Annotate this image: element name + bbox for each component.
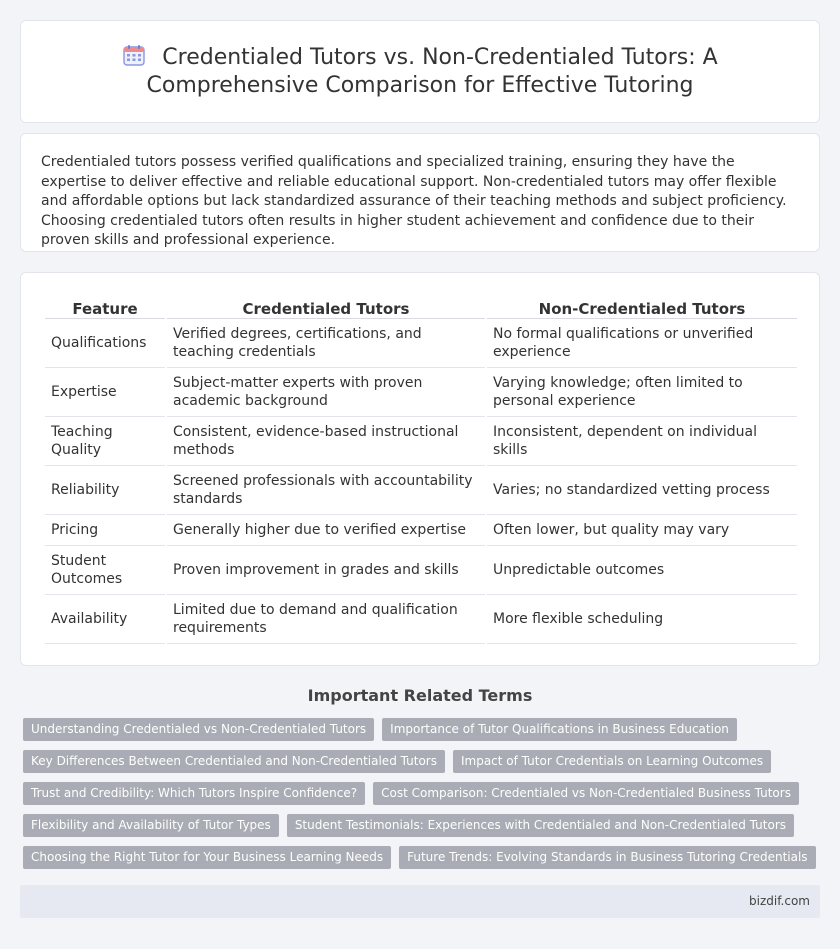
non-credentialed-cell: Varying knowledge; often limited to personal experience [487, 368, 797, 417]
page-title [90, 43, 750, 100]
non-credentialed-cell: Often lower, but quality may vary [487, 515, 797, 546]
non-credentialed-cell: More flexible scheduling [487, 595, 797, 644]
related-tag-link[interactable]: Understanding Credentialed vs Non-Credentialed Tutors [23, 718, 374, 741]
non-credentialed-cell: No formal qualifications or unverified experience [487, 319, 797, 368]
related-tag-link[interactable]: Future Trends: Evolving Standards in Business Tutoring Credentials [399, 846, 815, 869]
feature-cell: Expertise [45, 368, 165, 417]
footer-brand-link[interactable]: bizdif.com [749, 894, 810, 908]
feature-cell: Reliability [45, 466, 165, 515]
table-row [45, 515, 797, 546]
table-row [45, 417, 797, 466]
intro-paragraph: Credentialed tutors possess verified qualifications and specialized training, ensuring they have the expertise to deliver effective and reliable educational support. Non-credentialed tutors may offer flexible and affordable options but lack standardized assurance of their teaching methods and subject proficiency. Choosing credentialed tutors often results in higher student achievement and confidence due to their proven skills and professional experience. [41, 154, 787, 248]
table-header-row [45, 293, 797, 319]
related-tag-link[interactable]: Impact of Tutor Credentials on Learning Outcomes [453, 750, 771, 773]
table-row [45, 319, 797, 368]
related-tag-link[interactable]: Importance of Tutor Qualifications in Business Education [382, 718, 737, 741]
table-row [45, 546, 797, 595]
credentialed-cell: Subject-matter experts with proven academic background [167, 368, 485, 417]
related-tags [23, 718, 823, 878]
non-credentialed-cell: Inconsistent, dependent on individual skills [487, 417, 797, 466]
footer [20, 885, 820, 918]
tag-row [23, 814, 823, 837]
comparison-table [43, 293, 799, 644]
feature-cell: Qualifications [45, 319, 165, 368]
related-tag-link[interactable]: Choosing the Right Tutor for Your Business Learning Needs [23, 846, 391, 869]
page-title-text: Credentialed Tutors vs. Non-Credentialed Tutors: A Comprehensive Comparison for Effective Tutoring [146, 45, 718, 98]
related-terms-title: Important Related Terms [307, 686, 533, 705]
tag-row [23, 718, 823, 741]
comparison-card [20, 272, 820, 666]
credentialed-cell: Proven improvement in grades and skills [167, 546, 485, 595]
table-row [45, 595, 797, 644]
feature-cell: Pricing [45, 515, 165, 546]
feature-cell: Student Outcomes [45, 546, 165, 595]
header-feature: Feature [45, 293, 165, 319]
related-tag-link[interactable]: Key Differences Between Credentialed and Non-Credentialed Tutors [23, 750, 445, 773]
non-credentialed-cell: Unpredictable outcomes [487, 546, 797, 595]
tag-row [23, 782, 823, 805]
feature-cell: Teaching Quality [45, 417, 165, 466]
non-credentialed-cell: Varies; no standardized vetting process [487, 466, 797, 515]
related-tag-link[interactable]: Trust and Credibility: Which Tutors Inspire Confidence? [23, 782, 365, 805]
title-card [20, 20, 820, 123]
calendar-icon [122, 43, 146, 67]
credentialed-cell: Screened professionals with accountability standards [167, 466, 485, 515]
header-non-credentialed: Non-Credentialed Tutors [487, 293, 797, 319]
intro-card [20, 133, 820, 252]
related-tag-link[interactable]: Student Testimonials: Experiences with Credentialed and Non-Credentialed Tutors [287, 814, 794, 837]
credentialed-cell: Consistent, evidence-based instructional methods [167, 417, 485, 466]
table-row [45, 466, 797, 515]
credentialed-cell: Generally higher due to verified expertise [167, 515, 485, 546]
tag-row [23, 750, 823, 773]
table-row [45, 368, 797, 417]
related-tag-link[interactable]: Cost Comparison: Credentialed vs Non-Credentialed Business Tutors [373, 782, 799, 805]
related-tag-link[interactable]: Flexibility and Availability of Tutor Types [23, 814, 279, 837]
header-credentialed: Credentialed Tutors [167, 293, 485, 319]
credentialed-cell: Limited due to demand and qualification requirements [167, 595, 485, 644]
credentialed-cell: Verified degrees, certifications, and teaching credentials [167, 319, 485, 368]
feature-cell: Availability [45, 595, 165, 644]
tag-row [23, 846, 823, 869]
